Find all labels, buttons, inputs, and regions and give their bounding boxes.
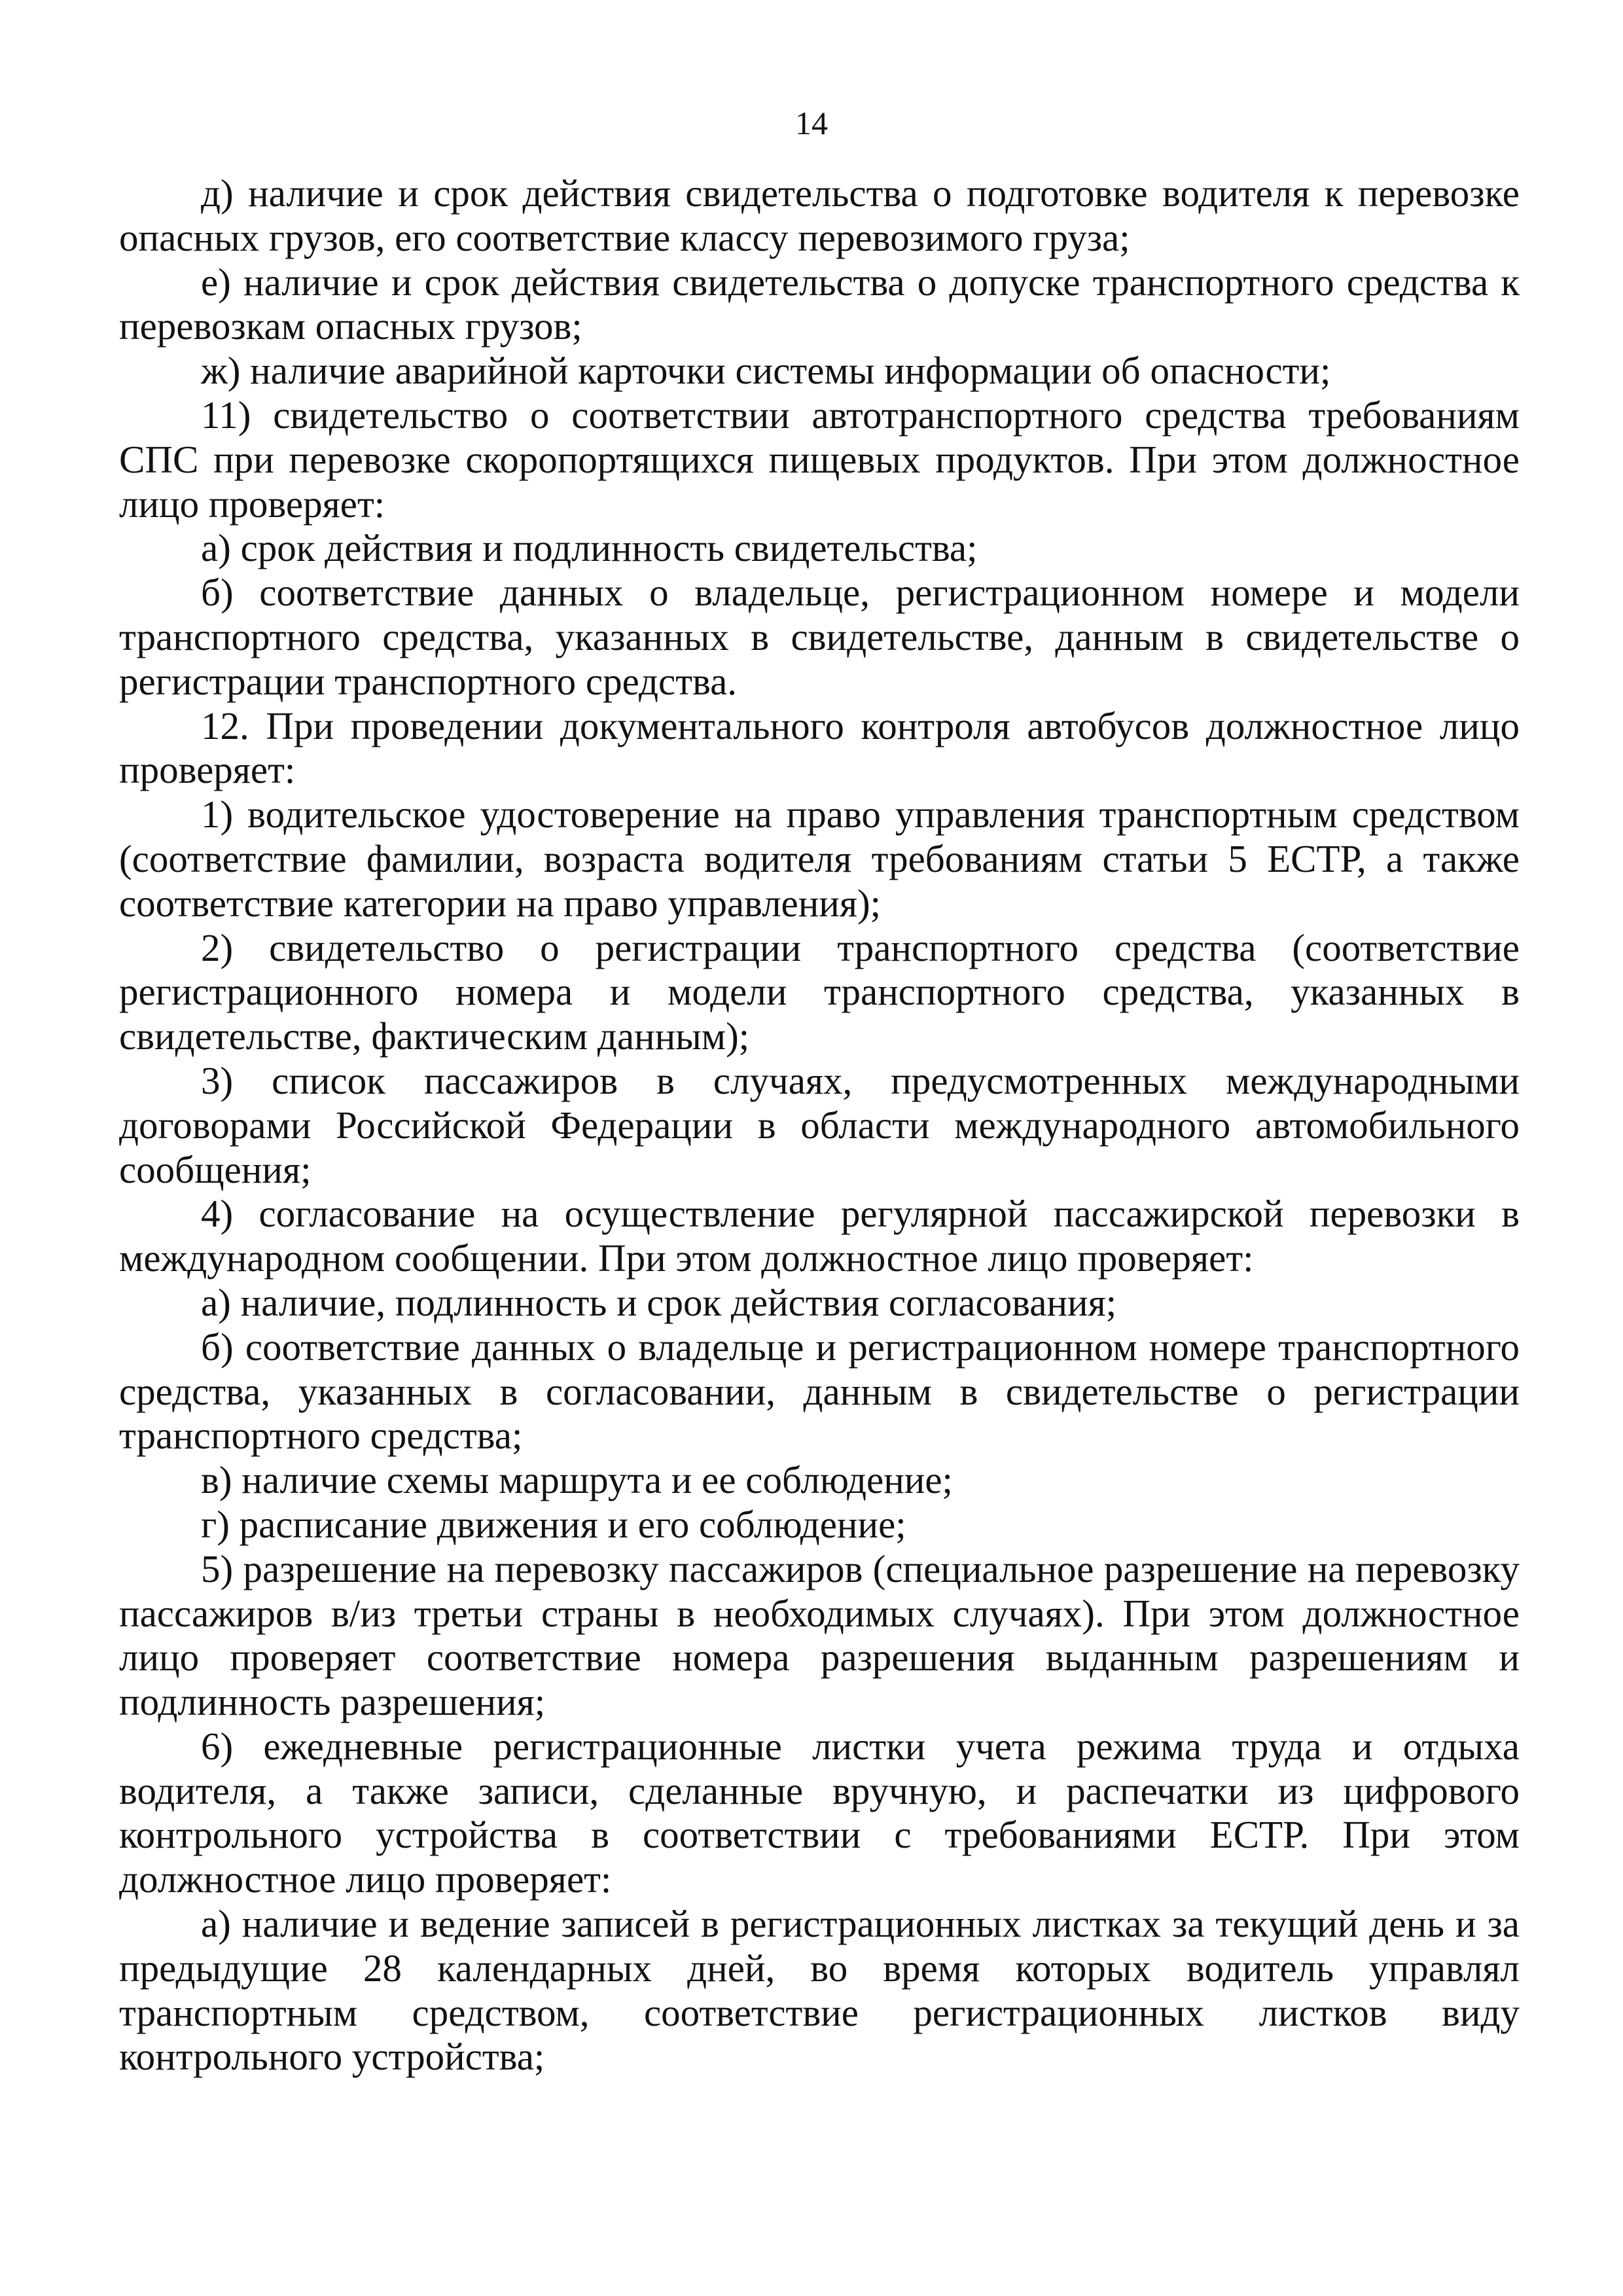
paragraph-a-certificate-validity: а) срок действия и подлинность свидетельства; bbox=[201, 526, 978, 570]
paragraph-4-route-approval: 4) согласование на осуществление регулярной пассажирской перевозки в международном сообщении. При этом должностное лицо проверяет: bbox=[119, 1192, 1520, 1280]
paragraph-v-route-scheme: в) наличие схемы маршрута и ее соблюдение; bbox=[201, 1458, 953, 1502]
paragraph-11-sps-certificate: 11) свидетельство о соответствии автотранспортного средства требованиям СПС при перевозке скоропортящихся пищевых продуктов. При этом должностное лицо проверяет: bbox=[119, 393, 1520, 526]
paragraph-5-passenger-permit: 5) разрешение на перевозку пассажиров (специальное разрешение на перевозку пассажиров в/из третьи страны в необходимых случаях). При этом должностное лицо проверяет соответствие номера разрешения выданным разрешениям и подлинность разрешения; bbox=[119, 1547, 1520, 1724]
paragraph-e-vehicle-admission-certificate: е) наличие и срок действия свидетельства о допуске транспортного средства к перевозкам опасных грузов; bbox=[119, 260, 1520, 348]
paragraph-b-approval-data-match: б) соответствие данных о владельце и регистрационном номере транспортного средства, указанных в согласовании, данным в свидетельстве о регистрации транспортного средства; bbox=[119, 1325, 1520, 1458]
paragraph-g-timetable: г) расписание движения и его соблюдение; bbox=[201, 1502, 906, 1546]
paragraph-a-record-sheets-check: а) наличие и ведение записей в регистрационных листках за текущий день и за предыдущие 28 календарных дней, во время которых водитель управлял транспортным средством, соответствие регистрационных листков виду контрольного устройства; bbox=[119, 1902, 1520, 2079]
document-body bbox=[119, 171, 1520, 2079]
page-number: 14 bbox=[795, 105, 828, 141]
paragraph-12-bus-document-control: 12. При проведении документального контроля автобусов должностное лицо проверяет: bbox=[119, 704, 1520, 792]
paragraph-d-dangerous-goods-driver-certificate: д) наличие и срок действия свидетельства о подготовке водителя к перевозке опасных грузов, его соответствие классу перевозимого груза; bbox=[119, 171, 1520, 259]
paragraph-2-vehicle-registration: 2) свидетельство о регистрации транспортного средства (соответствие регистрационного номера и модели транспортного средства, указанных в свидетельстве, фактическим данным); bbox=[119, 925, 1520, 1058]
paragraph-a-approval-validity: а) наличие, подлинность и срок действия согласования; bbox=[201, 1280, 1117, 1324]
paragraph-3-passenger-list: 3) список пассажиров в случаях, предусмотренных международными договорами Российской Федерации в области международного автомобильного сообщения; bbox=[119, 1058, 1520, 1191]
paragraph-6-daily-record-sheets: 6) ежедневные регистрационные листки учета режима труда и отдыха водителя, а также записи, сделанные вручную, и распечатки из цифрового контрольного устройства в соответствии с требованиями ЕСТР. При этом должностное лицо проверяет: bbox=[119, 1724, 1520, 1901]
paragraph-zh-emergency-card: ж) наличие аварийной карточки системы информации об опасности; bbox=[201, 349, 1331, 393]
paragraph-1-driver-license: 1) водительское удостоверение на право управления транспортным средством (соответствие фамилии, возраста водителя требованиям статьи 5 ЕСТР, а также соответствие категории на право управления); bbox=[119, 793, 1520, 925]
paragraph-b-owner-data-match: б) соответствие данных о владельце, регистрационном номере и модели транспортного средства, указанных в свидетельстве, данным в свидетельстве о регистрации транспортного средства. bbox=[119, 571, 1520, 703]
